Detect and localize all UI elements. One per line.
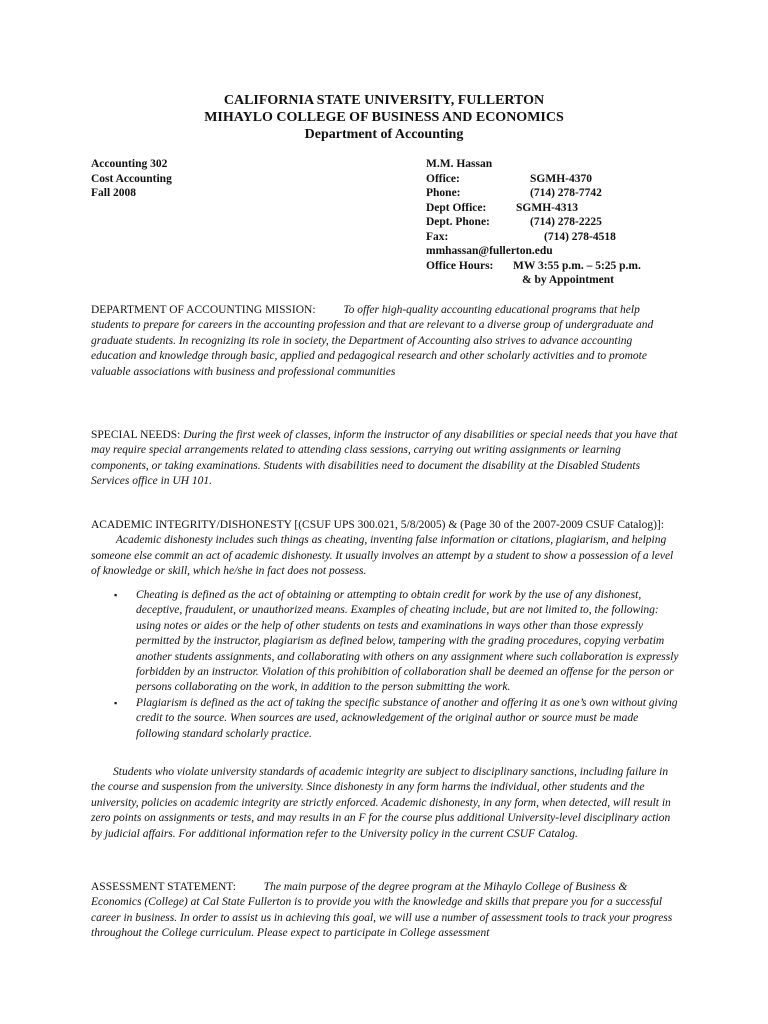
course-info bbox=[91, 157, 172, 201]
integrity-text: Academic dishonesty includes such things as cheating, inventing false information or citations, plagiarism, and helping someone else commit an act of academic dishonesty. It usually involves an attempt by a student to show a possession of a level of knowledge or skill, which he/she in fact does not possess. bbox=[91, 534, 674, 578]
assessment-text: The main purpose of the degree program at the Mihaylo College of Business & Economics (College) at Cal State Fullerton is to provide you with the knowledge and skills that prepare you for a successful career in business. In order to assist us in achieving this goal, we will use a number of assessment tools to track your progress throughout the College curriculum. Please expect to participate in College assessment bbox=[91, 881, 673, 940]
bullet-icon: ▪ bbox=[114, 697, 118, 708]
assessment-paragraph bbox=[91, 880, 679, 942]
dept-office-value: SGMH-4313 bbox=[516, 201, 578, 214]
email-link[interactable]: mmhassan@fullerton.edu bbox=[426, 245, 553, 257]
dept-phone-label: Dept. Phone: bbox=[426, 216, 490, 228]
integrity-paragraph bbox=[91, 518, 679, 580]
special-needs-text: During the first week of classes, inform the instructor of any disabilities or special needs that you have that may require special arrangements related to attending class sessions, carrying out writing assignments or learning components, or taking examinations. Students with disabilities need to document the disability at the Disabled Students Services office in UH 101. bbox=[91, 429, 678, 488]
assessment-label: ASSESSMENT STATEMENT: bbox=[91, 881, 236, 893]
course-title: Cost Accounting bbox=[91, 172, 172, 185]
department-title: Department of Accounting bbox=[304, 127, 464, 142]
dept-phone-value: (714) 278-2225 bbox=[530, 216, 602, 228]
instructor-info bbox=[426, 157, 641, 288]
plagiarism-text: Plagiarism is defined as the act of taking the specific substance of another and offering it as one’s own without giving credit to the source. When sources are used, acknowledgement of the original author or source must be made following standard scholarly practice. bbox=[136, 696, 678, 740]
mission-text: To offer high-quality accounting educational programs that help students to prepare for careers in the accounting profession and that are relevant to a diverse group of undergraduate and graduate students. In recognizing its role in society, the Department of Accounting also strives to advance accounting education and knowledge through basic, applied and pedagogical research and other scholarly activities and to promote valuable associations with business and professional communities bbox=[91, 304, 654, 378]
dept-office-label: Dept Office: bbox=[426, 201, 487, 214]
sanctions-paragraph: Students who violate university standards of academic integrity are subject to disciplinary sanctions, including failure in the course and suspension from the university. Since dishonesty in any form harms the individual, other students and the university, policies on academic integrity are strictly enforced. Academic dishonesty, in any form, when detected, will result in zero points on assignments or tests, and may results in an F for the course plus additional University-level disciplinary action by judicial affairs. For additional information refer to the University policy in the current CSUF Catalog. bbox=[91, 766, 671, 840]
list-item-plagiarism bbox=[110, 696, 680, 742]
list-item-cheating bbox=[110, 588, 680, 696]
course-term: Fall 2008 bbox=[91, 187, 137, 199]
office-hours-value: MW 3:55 p.m. – 5:25 p.m. bbox=[513, 259, 641, 272]
special-needs-paragraph bbox=[91, 428, 679, 490]
course-number: Accounting 302 bbox=[91, 158, 168, 170]
mission-label: DEPARTMENT OF ACCOUNTING MISSION: bbox=[91, 304, 316, 316]
phone-value: (714) 278-7742 bbox=[530, 187, 602, 199]
bullet-icon: ▪ bbox=[114, 590, 118, 600]
office-value: SGMH-4370 bbox=[530, 172, 592, 185]
fax-value: (714) 278-4518 bbox=[544, 230, 616, 243]
integrity-label: ACADEMIC INTEGRITY/DISHONESTY [(CSUF UPS 300.021, 5/8/2005) & (Page 30 of the 2007-2009 CSUF Catalog)]: bbox=[91, 519, 664, 531]
integrity-bullet-list bbox=[110, 588, 680, 742]
appointment-note: & by Appointment bbox=[522, 274, 615, 286]
office-hours-label: Office Hours: bbox=[426, 259, 494, 272]
college-title: MIHAYLO COLLEGE OF BUSINESS AND ECONOMICS bbox=[204, 110, 564, 125]
special-needs-label: SPECIAL NEEDS: bbox=[91, 429, 181, 441]
mission-paragraph bbox=[91, 303, 679, 380]
office-label: Office: bbox=[426, 172, 460, 185]
cheating-text: Cheating is defined as the act of obtaining or attempting to obtain credit for work by the use of any dishonest, deceptive, fraudulent, or unauthorized means. Examples of cheating include, but are not limited to, the following: using notes or aides or the help of other students on tests and examinations in ways other than those expressly permitted by the instructor, plagiarism as defined below, tampering with the grading procedures, copying verbatim another students assignments, and collaborating with others on any assignment where such collaboration is expressly forbidden by an instructor. Violation of this prohibition of collaboration shall be deemed an offense for the person or persons collaborating on the work, in addition to the person submitting the work. bbox=[136, 589, 679, 694]
fax-label: Fax: bbox=[426, 230, 449, 243]
instructor-name: M.M. Hassan bbox=[426, 158, 493, 170]
university-title: CALIFORNIA STATE UNIVERSITY, FULLERTON bbox=[223, 93, 545, 108]
phone-label: Phone: bbox=[426, 187, 461, 199]
